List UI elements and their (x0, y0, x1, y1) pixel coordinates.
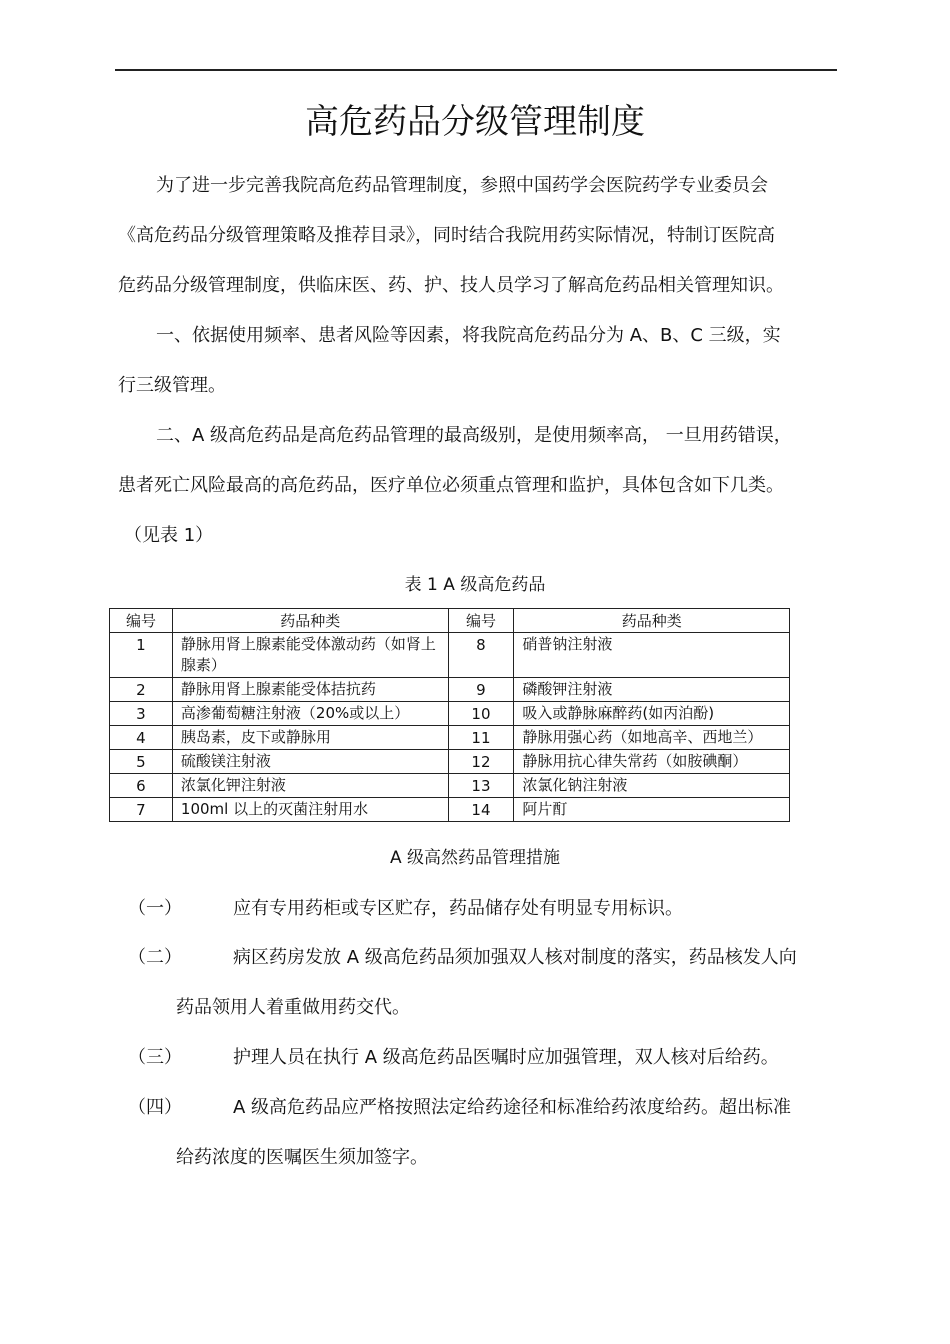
section1-line-2: 行三级管理。 (118, 375, 226, 396)
intro-line-3: 危药品分级管理制度，供临床医、药、护、技人员学习了解高危药品相关管理知识。 (118, 275, 784, 296)
cell-drug: 硫酸镁注射液 (172, 750, 448, 774)
measure-text: 应有专用药柜或专区贮存，药品储存处有明显专用标识。 (233, 898, 683, 919)
section2-line-2: 患者死亡风险最高的高危药品，医疗单位必须重点管理和监护，具体包含如下几类。 (118, 475, 784, 496)
cell-number: 1 (110, 633, 173, 678)
measure-text: 护理人员在执行 A 级高危药品医嘱时应加强管理，双人核对后给药。 (233, 1047, 779, 1068)
measure-text-continued: 药品领用人着重做用药交代。 (176, 997, 410, 1018)
cell-number: 5 (110, 750, 173, 774)
cell-number: 8 (448, 633, 514, 678)
cell-number: 12 (448, 750, 514, 774)
measure-label: （四） (128, 1097, 182, 1118)
cell-number: 3 (110, 702, 173, 726)
cell-drug: 硝普钠注射液 (514, 633, 790, 678)
header-number: 编号 (110, 609, 173, 633)
cell-number: 9 (448, 678, 514, 702)
cell-drug: 胰岛素，皮下或静脉用 (172, 726, 448, 750)
intro-line-1: 为了进一步完善我院高危药品管理制度，参照中国药学会医院药学专业委员会 (156, 175, 768, 196)
header-rule (115, 69, 837, 71)
table-row (110, 678, 790, 702)
cell-drug: 浓氯化钾注射液 (172, 774, 448, 798)
measure-text-continued: 给药浓度的医嘱医生须加签字。 (176, 1147, 428, 1168)
drug-table (109, 608, 790, 822)
table-row (110, 798, 790, 822)
cell-number: 4 (110, 726, 173, 750)
table-row (110, 726, 790, 750)
cell-drug: 静脉用肾上腺素能受体拮抗药 (172, 678, 448, 702)
table-header-row (110, 609, 790, 633)
document-title: 高危药品分级管理制度 (305, 102, 645, 142)
table-row (110, 633, 790, 678)
measure-text: A 级高危药品应严格按照法定给药途径和标准给药浓度给药。超出标准 (233, 1097, 792, 1118)
section2-line-1: 二、A 级高危药品是高危药品管理的最高级别，是使用频率高， 一旦用药错误， (156, 425, 792, 446)
cell-number: 6 (110, 774, 173, 798)
cell-number: 11 (448, 726, 514, 750)
cell-drug: 静脉用肾上腺素能受体激动药（如肾上腺素） (172, 633, 448, 678)
cell-number: 13 (448, 774, 514, 798)
measure-label: （一） (128, 898, 182, 919)
intro-line-2: 《高危药品分级管理策略及推荐目录》，同时结合我院用药实际情况，特制订医院高 (118, 225, 775, 246)
cell-drug: 浓氯化钠注射液 (514, 774, 790, 798)
measure-label: （三） (128, 1047, 182, 1068)
cell-drug: 100ml 以上的灭菌注射用水 (172, 798, 448, 822)
section1-line-1: 一、依据使用频率、患者风险等因素，将我院高危药品分为 A、B、C 三级，实 (156, 325, 781, 346)
cell-drug: 高渗葡萄糖注射液（20%或以上） (172, 702, 448, 726)
measure-label: （二） (128, 947, 182, 968)
cell-number: 7 (110, 798, 173, 822)
cell-number: 14 (448, 798, 514, 822)
cell-drug: 吸入或静脉麻醉药(如丙泊酚) (514, 702, 790, 726)
header-number: 编号 (448, 609, 514, 633)
section2-line-3: （见表 1） (124, 525, 214, 546)
table-caption: 表 1 A 级高危药品 (404, 575, 546, 595)
cell-drug: 阿片酊 (514, 798, 790, 822)
table-row (110, 750, 790, 774)
measures-heading: A 级高然药品管理措施 (389, 848, 561, 868)
table-row (110, 702, 790, 726)
header-drug-type: 药品种类 (172, 609, 448, 633)
cell-drug: 静脉用强心药（如地高辛、西地兰） (514, 726, 790, 750)
cell-number: 10 (448, 702, 514, 726)
cell-drug: 静脉用抗心律失常药（如胺碘酮） (514, 750, 790, 774)
header-drug-type: 药品种类 (514, 609, 790, 633)
measure-text: 病区药房发放 A 级高危药品须加强双人核对制度的落实，药品核发人向 (233, 947, 797, 968)
cell-number: 2 (110, 678, 173, 702)
cell-drug: 磷酸钾注射液 (514, 678, 790, 702)
table-row (110, 774, 790, 798)
